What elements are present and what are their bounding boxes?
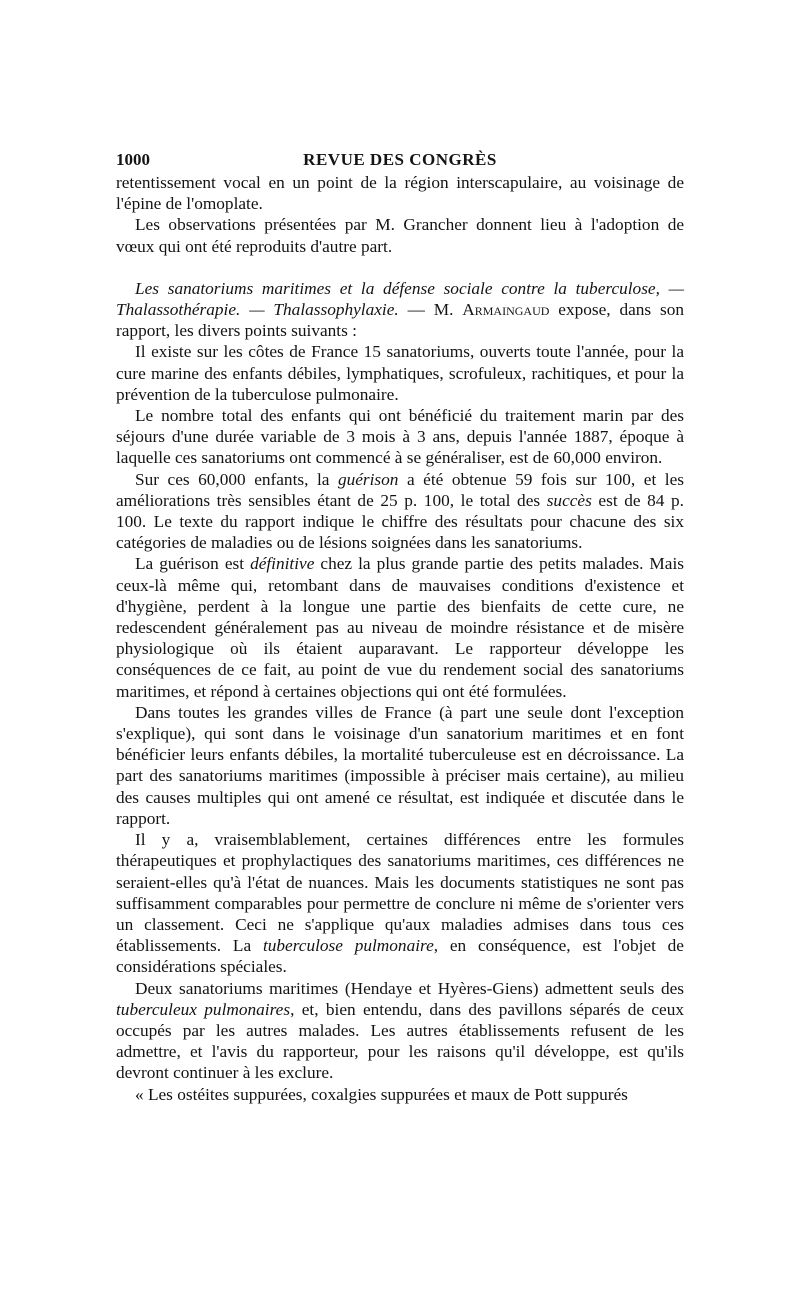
paragraph: [116, 553, 684, 701]
paragraph: Les observations présentées par M. Grancher donnent lieu à l'adoption de vœux qui ont été reproduits d'autre part.: [116, 215, 684, 256]
text-run: a été obtenue 59 fois sur 100, et les améliorations très sensibles étant de 25 p. 100, le total des: [116, 469, 684, 510]
emphasis: tuberculose pulmonaire: [262, 936, 434, 956]
section-author: Armaingaud: [462, 300, 550, 320]
section-title: Les sanatoriums maritimes et la défense sociale contre la tuberculose, — Thalassothérapie. — Thalassophylaxie.: [116, 278, 684, 320]
text-run: chez la plus grande partie des petits malades. Mais ceux-là même qui, retombant dans de mauvaises conditions d'existence et d'hygiène, perdent à la longue une partie des bienfaits de cette cure, ne redescendent généralement pas au niveau de moindre résistance et de misère physiologique où ils étaient auparavant. Le rapporteur développe les conséquences de ce fait, au point de vue du rendement social des sanatoriums maritimes, et répond à certaines objections qui ont été formulées.: [116, 554, 684, 701]
paragraph: Dans toutes les grandes villes de France (à part une seule dont l'exception s'explique), qui sont dans le voisinage d'un sanatorium maritimes et en font bénéficier leurs enfants débiles, la mortalité tuberculeuse est en décroissance. La part des sanatoriums maritimes (impossible à préciser mais certaine), au milieu des causes multiples qui ont amené ce résultat, est indiquée et discutée dans le rapport.: [116, 702, 684, 828]
emphasis: tuberculeux pulmonaires: [116, 999, 291, 1019]
section-dash: — M.: [398, 300, 463, 320]
paragraph: [116, 469, 684, 554]
text-run: La guérison est: [135, 554, 251, 574]
page-number: 1000: [116, 150, 150, 169]
journal-title: REVUE DES CONGRÈS: [303, 150, 497, 169]
paragraph: Le nombre total des enfants qui ont bénéficié du traitement marin par des séjours d'une durée variable de 3 mois à 3 ans, depuis l'année 1887, époque à laquelle ces sanatoriums ont commencé à se généraliser, est de 60,000 environ.: [116, 406, 684, 468]
paragraph-quote-start: « Les ostéites suppurées, coxalgies suppurées et maux de Pott suppurés: [135, 1084, 628, 1104]
emphasis: guérison: [337, 469, 399, 489]
document-page: [116, 148, 684, 1105]
emphasis: succès: [546, 490, 592, 510]
text-run: Deux sanatoriums maritimes (Hendaye et Hyères-Giens) admettent seuls des: [135, 978, 684, 998]
text-run: , en conséquence, est l'objet de considérations spéciales.: [116, 936, 684, 977]
paragraph: [116, 978, 684, 1084]
paragraph: [116, 829, 684, 977]
body-text: [116, 172, 684, 1105]
section-gap: [116, 257, 684, 278]
running-head: [116, 148, 684, 172]
text-run: Il y a, vraisemblablement, certaines différences entre les formules thérapeutiques et prophylactiques des sanatoriums maritimes, ces différences ne seraient-elles qu'à l'état de nuances. Mais les documents statistiques ne sont pas suffisamment comparables pour permettre de conclure ni même de s'orienter vers un classement. Ceci ne s'applique qu'aux maladies admises dans tous ces établissements. La: [116, 830, 684, 956]
emphasis: définitive: [250, 554, 315, 574]
text-run: Sur ces 60,000 enfants, la: [135, 469, 338, 489]
text-run: est de 84 p. 100. Le texte du rapport indique le chiffre des résultats pour chacune des six catégories de maladies ou de lésions soignées dans les sanatoriums.: [116, 490, 684, 553]
section-intro: expose, dans son rapport, les divers points suivants :: [116, 300, 685, 341]
text-run: , et, bien entendu, dans des pavillons séparés de ceux occupés par les autres malades. Les autres établissements refusent de les admettre, et l'avis du rapporteur, pour les raisons qu'il développe, est qu'ils devront continuer à les exclure.: [116, 999, 685, 1083]
section-heading: [116, 278, 684, 342]
paragraph-continuation: retentissement vocal en un point de la région interscapulaire, au voisinage de l'épine de l'omoplate.: [116, 173, 684, 214]
paragraph: Il existe sur les côtes de France 15 sanatoriums, ouverts toute l'année, pour la cure marine des enfants débiles, lymphatiques, scrofuleux, rachitiques, et pour la prévention de la tuberculose pulmonaire.: [116, 342, 684, 404]
